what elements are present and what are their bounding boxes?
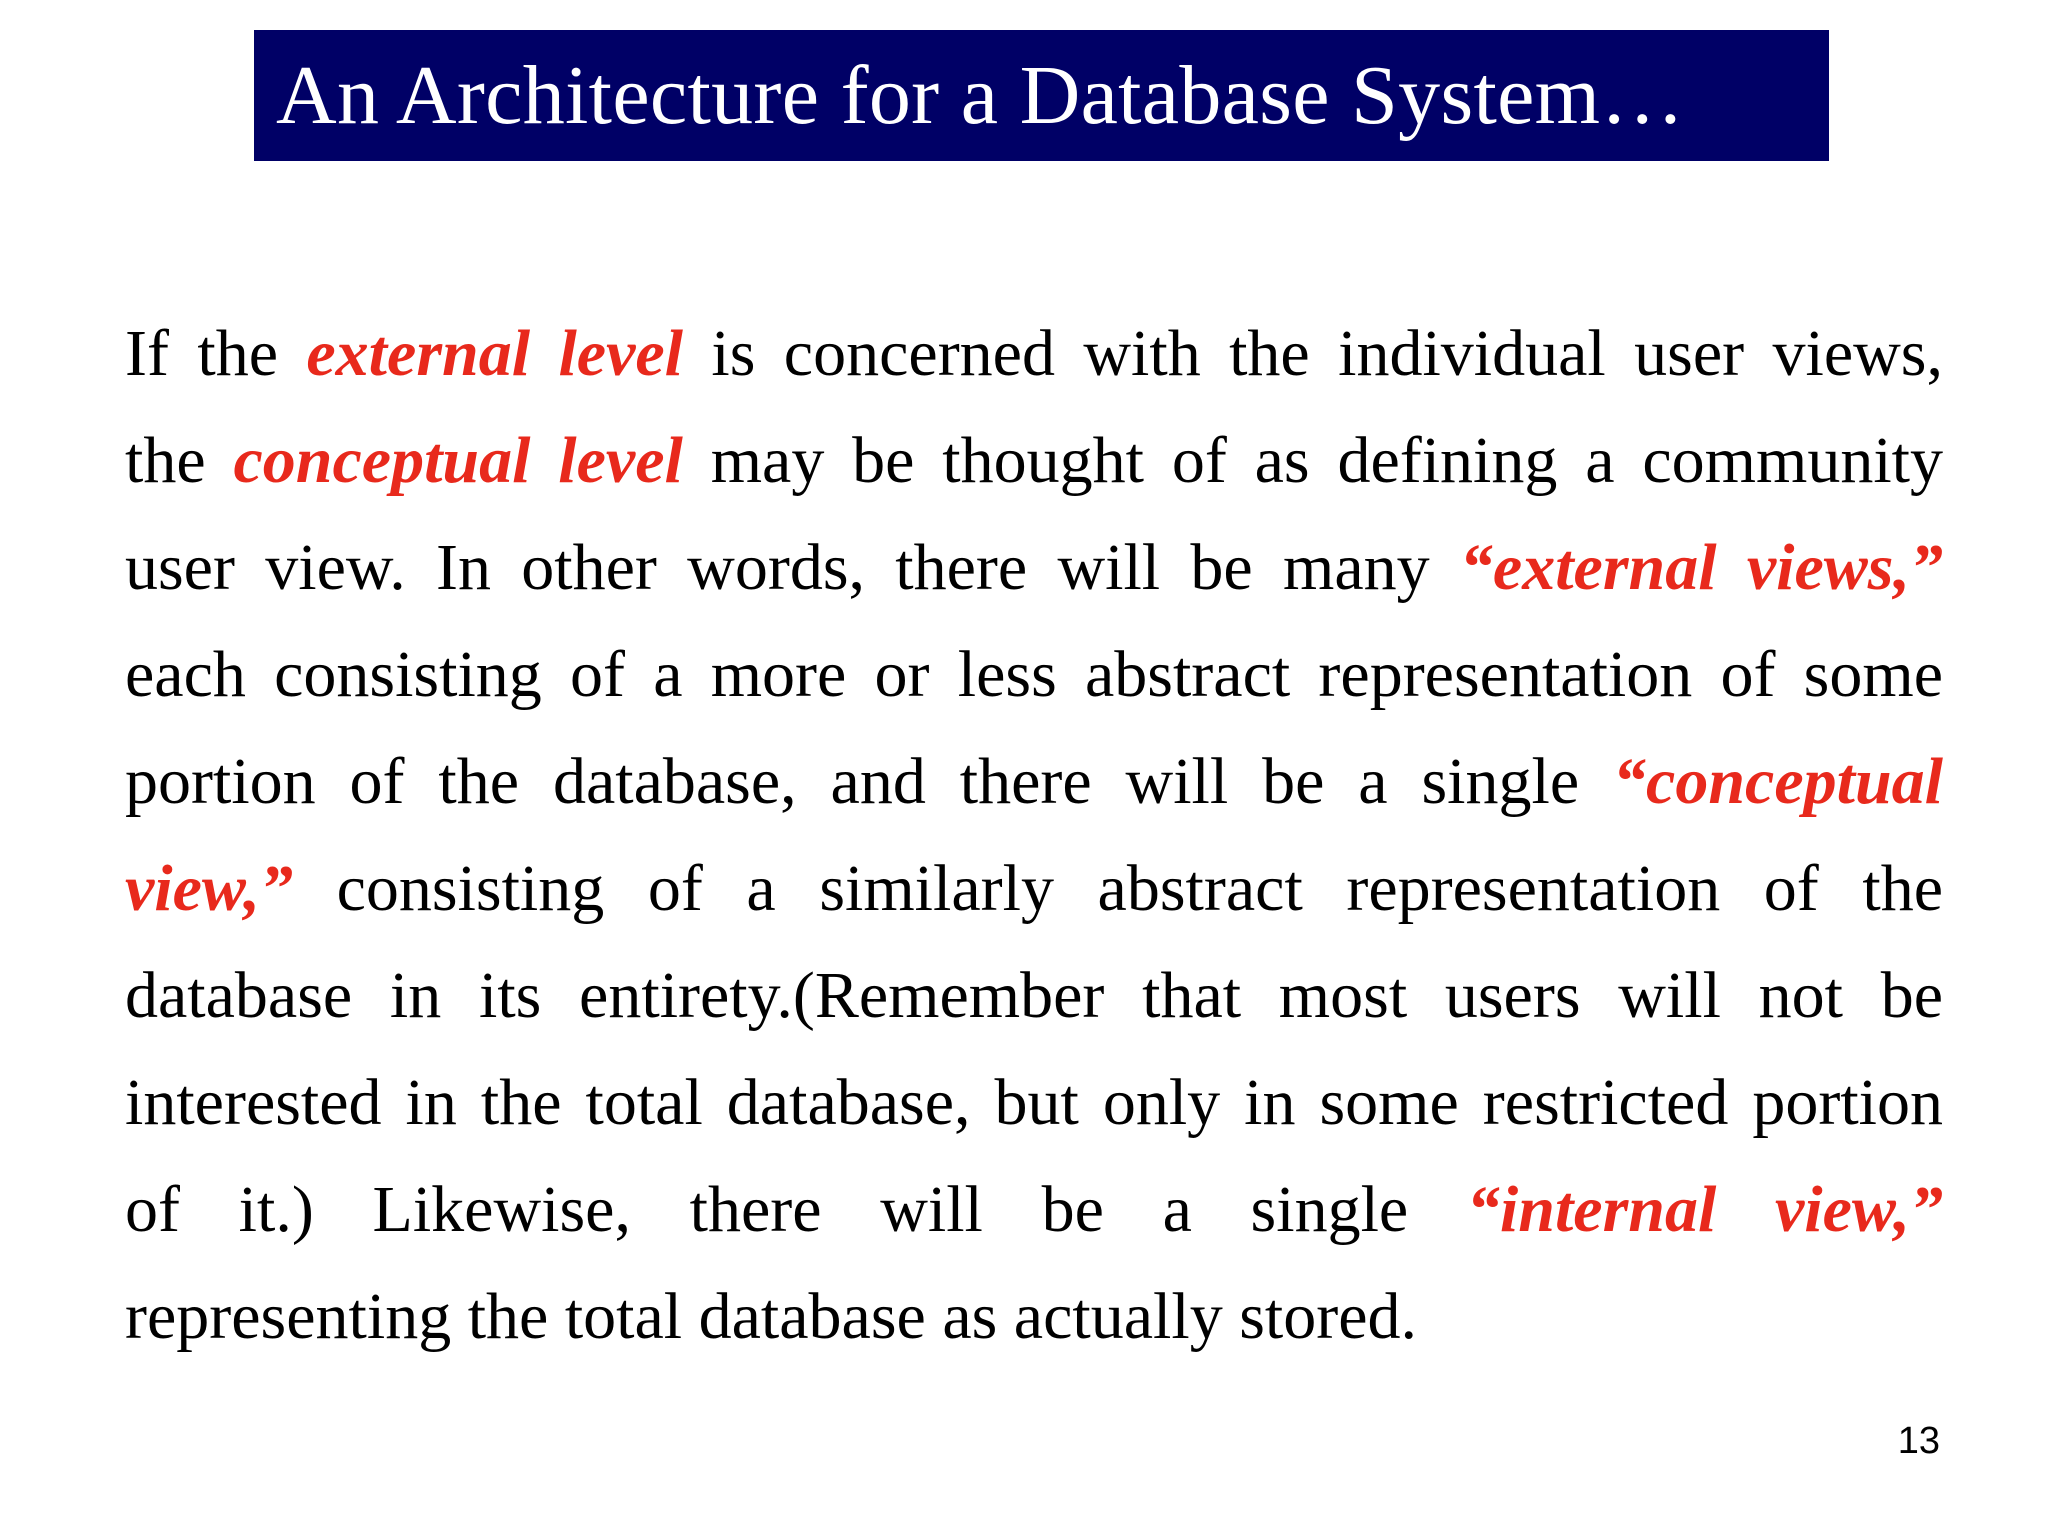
paragraph-line (125, 1049, 1943, 1156)
paragraph-line (125, 514, 1943, 621)
emphasized-term: “external views,” (1459, 531, 1943, 604)
paragraph-line (125, 300, 1943, 407)
slide-body (125, 300, 1943, 1370)
text-run: database in its entirety.(Remember that most users will not be (125, 959, 1943, 1032)
emphasized-term: “conceptual (1613, 745, 1943, 818)
text-run: each consisting of a more or less abstract representation of some (125, 638, 1943, 711)
paragraph-line (125, 728, 1943, 835)
emphasized-term: view,” (125, 852, 293, 925)
paragraph-line (125, 942, 1943, 1049)
text-run: user view. In other words, there will be many (125, 531, 1460, 604)
text-run: If the (125, 317, 307, 390)
text-run: is concerned with the individual user views, (683, 317, 1943, 390)
paragraph-line (125, 1156, 1943, 1263)
emphasized-term: conceptual level (233, 424, 683, 497)
paragraph-line (125, 407, 1943, 514)
page-number: 13 (1897, 1420, 1940, 1462)
text-run: may be thought of as defining a community (682, 424, 1944, 497)
text-run: representing the total database as actually stored. (125, 1280, 1417, 1353)
title-bar (254, 30, 1829, 161)
paragraph-line (125, 1263, 1943, 1370)
text-run: the (125, 424, 234, 497)
paragraph-line (125, 621, 1943, 728)
slide-title: An Architecture for a Database System… (276, 48, 1685, 142)
emphasized-term: “internal view,” (1466, 1173, 1943, 1246)
paragraph-line (125, 835, 1943, 942)
text-run: consisting of a similarly abstract representation of the (293, 852, 1943, 925)
text-run: of it.) Likewise, there will be a single (125, 1173, 1467, 1246)
emphasized-term: external level (306, 317, 683, 390)
text-run: interested in the total database, but only in some restricted portion (125, 1066, 1943, 1139)
text-run: portion of the database, and there will be a single (125, 745, 1614, 818)
